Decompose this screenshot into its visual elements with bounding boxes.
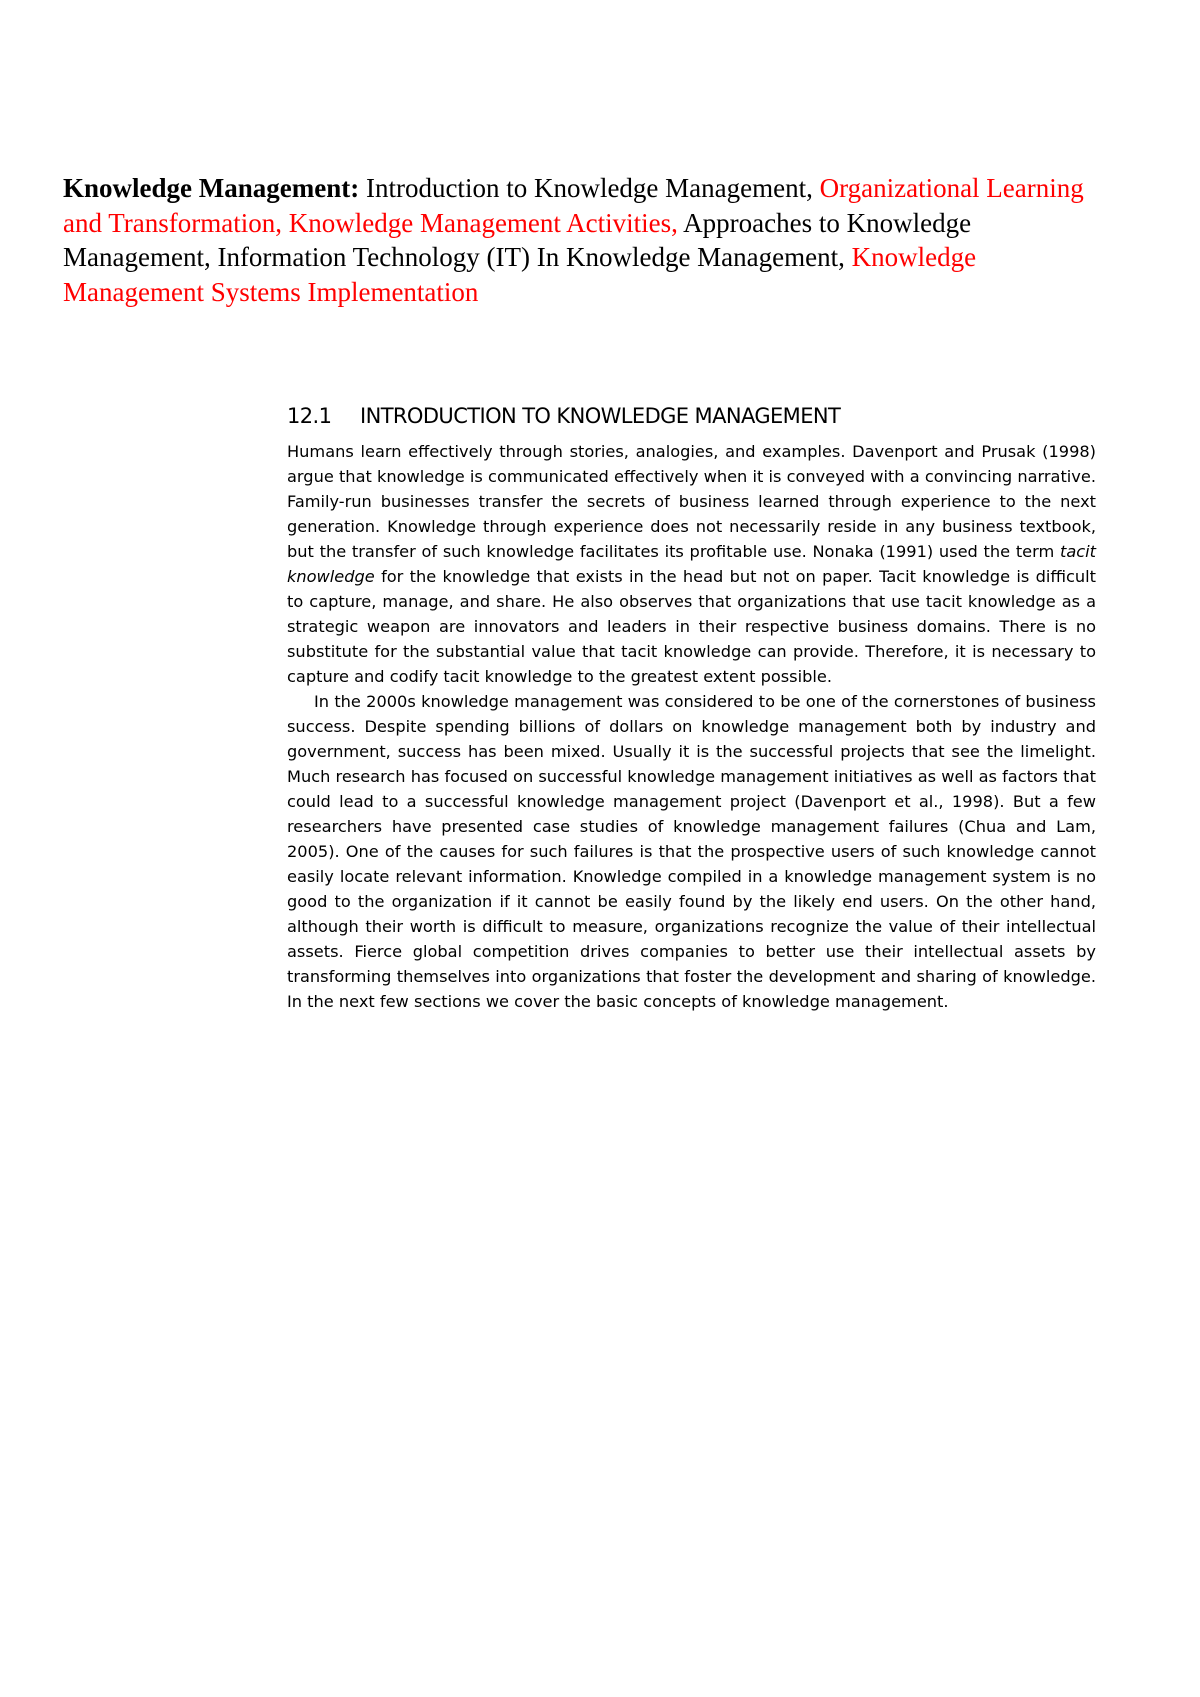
- paragraph-text: for the knowledge that exists in the head but not on paper. Tacit knowledge is difficult to capture, manage, and share. He also observes that organizations that use tacit knowledge as a strategic weapon are innovators and leaders in their respective business domains. There is no substitute for the substantial value that tacit knowledge can provide. Therefore, it is necessary to capture and codify tacit knowledge to the greatest extent possible.: [287, 567, 1096, 686]
- topic-item: Approaches to Knowledge Management,: [63, 207, 972, 272]
- topic-item: Knowledge Management Systems Implementation: [63, 242, 977, 307]
- topic-item: Organizational Learning and Transformation,: [63, 173, 1084, 238]
- topic-item: Introduction to Knowledge Management,: [365, 173, 813, 203]
- topic-item: Information Technology (IT) In Knowledge Management,: [217, 242, 845, 272]
- paragraph-text: Humans learn effectively through stories, analogies, and examples. Davenport and Prusak (1998) argue that knowledge is communicated effectively when it is conveyed with a convincing narrative. Family-run businesses transfer the secrets of business learned through experience to the next generation. Knowledge through experience does not necessarily reside in any business textbook, but the transfer of such knowledge facilitates its profitable use. Nonaka (1991) used the term: [287, 442, 1096, 561]
- topic-list-heading: Knowledge Management:: [63, 173, 360, 203]
- section-title: INTRODUCTION TO KNOWLEDGE MANAGEMENT: [360, 404, 841, 428]
- topic-list: [63, 171, 1093, 309]
- emphasized-term: tacit knowledge: [287, 542, 1096, 586]
- section-heading: [287, 404, 1096, 428]
- section-number: 12.1: [287, 404, 332, 428]
- body-paragraph: In the 2000s knowledge management was considered to be one of the cornerstones of business success. Despite spending billions of dollars on knowledge management both by industry and government, success has been mixed. Usually it is the successful projects that see the limelight. Much research has focused on successful knowledge management initiatives as well as factors that could lead to a successful knowledge management project (Davenport et al., 1998). But a few researchers have presented case studies of knowledge management failures (Chua and Lam, 2005). One of the causes for such failures is that the prospective users of such knowledge cannot easily locate relevant information. Knowledge compiled in a knowledge management system is no good to the organization if it cannot be easily found by the likely end users. On the other hand, although their worth is difficult to measure, organizations recognize the value of their intellectual assets. Fierce global competition drives companies to better use their intellectual assets by transforming themselves into organizations that foster the development and sharing of knowledge. In the next few sections we cover the basic concepts of knowledge management.: [287, 692, 1096, 1011]
- section-12-1: [287, 404, 1096, 1014]
- topic-item: Knowledge Management Activities,: [288, 207, 678, 238]
- body-paragraph: [287, 439, 1096, 689]
